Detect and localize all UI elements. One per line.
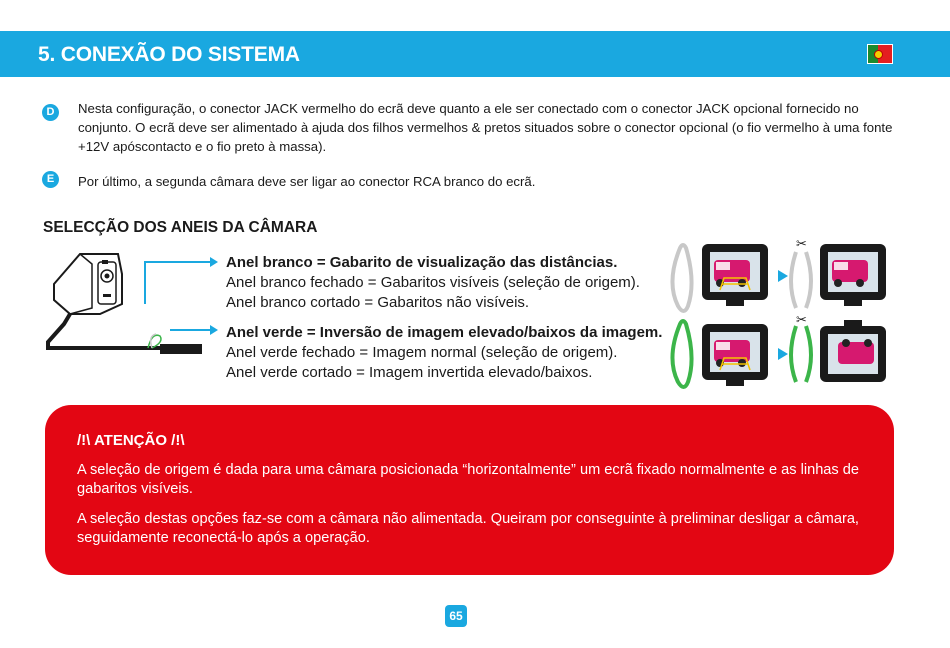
page-number: 65 <box>445 605 467 627</box>
step-d-text: Nesta configuração, o conector JACK vermelho do ecrã deve quanto a ele ser conectado com o conector JACK opcional fornecido no conjunto. O ecrã deve ser alimentado à ajuda dos filhos vermelhos & pretos situados sobre o conector opcional (o fio vermelho à uma fonte +12V apóscontacto e o fio preto à massa). <box>78 101 893 154</box>
ring-pointer-arrows <box>140 254 220 344</box>
ring-selection-title: SELECÇÃO DOS ANEIS DA CÂMARA <box>43 219 318 236</box>
svg-text:✂: ✂ <box>796 238 807 252</box>
warning-paragraph-1: A seleção de origem é dada para uma câmara posicionada “horizontalmente” um ecrã fixado normalmente e as linhas de gabaritos visíveis. <box>77 462 860 497</box>
white-ring-description <box>226 253 640 313</box>
warning-paragraph-2: A seleção destas opções faz-se com a câmara não alimentada. Queiram por conseguinte à preliminar desligar a câmara, seguidamente reconectá-lo após a operação. <box>77 511 859 546</box>
step-badge-d: D <box>42 104 59 121</box>
green-ring-cut: Anel verde cortado = Imagem invertida elevado/baixos. <box>226 364 593 381</box>
white-ring-heading: Anel branco = Gabarito de visualização das distâncias. <box>226 254 618 271</box>
section-heading: 5. CONEXÃO DO SISTEMA <box>38 43 300 66</box>
svg-text:✂: ✂ <box>796 313 807 328</box>
green-ring-description <box>226 323 662 383</box>
step-badge-e: E <box>42 171 59 188</box>
step-e-text: Por último, a segunda câmara deve ser ligar ao conector RCA branco do ecrã. <box>78 174 536 189</box>
white-ring-closed: Anel branco fechado = Gabaritos visíveis (seleção de origem). <box>226 274 640 291</box>
white-ring-cut: Anel branco cortado = Gabaritos não visíveis. <box>226 294 530 311</box>
ring-effect-illustration <box>668 238 896 390</box>
green-ring-heading: Anel verde = Inversão de imagem elevado/baixos da imagem. <box>226 324 663 341</box>
warning-box <box>45 405 894 575</box>
green-ring-closed: Anel verde fechado = Imagem normal (seleção de origem). <box>226 344 618 361</box>
section-header <box>0 31 950 77</box>
portugal-flag-icon <box>867 44 893 64</box>
warning-title: /!\ ATENÇÃO /!\ <box>77 432 185 449</box>
